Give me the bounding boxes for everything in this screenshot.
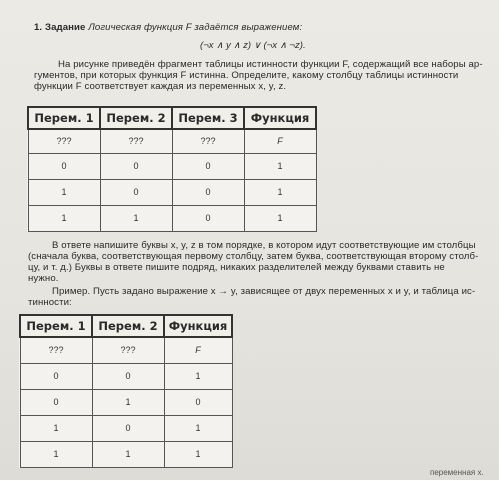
table-cell: 0 — [172, 205, 244, 231]
para1-line-2: гументов, при которых функция F истинна. Определите, какому столбцу таблицы истинности — [34, 70, 459, 81]
table1-header-var1: Перем. 1 — [28, 107, 100, 129]
table-cell: ??? — [172, 129, 244, 153]
table-cell: F — [244, 129, 316, 153]
table-cell: 1 — [92, 441, 164, 467]
table2-header-var2: Перем. 2 — [92, 315, 164, 337]
table-cell: 1 — [92, 389, 164, 415]
para3-line-2: тинности: — [28, 297, 72, 308]
table-row — [20, 415, 232, 441]
para1-line-3: функции F соответствует каждая из переменных x, y, z. — [34, 81, 287, 92]
task-number: 1. Задание — [34, 22, 86, 33]
table-row — [28, 153, 316, 179]
table-cell: 0 — [100, 153, 172, 179]
table-cell: 1 — [20, 415, 92, 441]
table-cell: 1 — [100, 205, 172, 231]
table-cell: 0 — [172, 179, 244, 205]
table-cell: 0 — [100, 179, 172, 205]
table-cell: 0 — [20, 363, 92, 389]
table-cell: 0 — [164, 389, 232, 415]
formula: (¬x ∧ y ∧ z) ∨ (¬x ∧ ¬z). — [200, 40, 306, 51]
table-row — [28, 179, 316, 205]
table2-header-function: Функция — [164, 315, 232, 337]
table-row — [20, 337, 232, 363]
para1-line-1: На рисунке приведён фрагмент таблицы истинности функции F, содержащий все наборы ар- — [58, 59, 483, 70]
table-cell: 0 — [172, 153, 244, 179]
table-row — [20, 363, 232, 389]
table-cell: 1 — [164, 441, 232, 467]
table-cell: 0 — [20, 389, 92, 415]
table-row — [20, 389, 232, 415]
table-cell: 1 — [28, 205, 100, 231]
table1-header-var2: Перем. 2 — [100, 107, 172, 129]
table-cell: 1 — [244, 179, 316, 205]
table1-header-var3: Перем. 3 — [172, 107, 244, 129]
para3-line-1: Пример. Пусть задано выражение x → y, зависящее от двух переменных x и y, и таблица ис- — [52, 286, 476, 297]
table-cell: 1 — [164, 363, 232, 389]
table-cell: F — [164, 337, 232, 363]
table-cell: 1 — [28, 179, 100, 205]
footer-fragment: переменная x. — [430, 468, 484, 477]
table-cell: 1 — [244, 153, 316, 179]
table-cell: 1 — [164, 415, 232, 441]
table2-header-row — [20, 315, 232, 337]
table-row — [28, 129, 316, 153]
table-row — [28, 205, 316, 231]
table-cell: 0 — [28, 153, 100, 179]
table-cell: 0 — [92, 415, 164, 441]
task-title-text: Логическая функция F задаётся выражением: — [88, 22, 303, 33]
task-title — [34, 22, 302, 33]
table-cell: ??? — [20, 337, 92, 363]
para2-line-4: нужно. — [28, 273, 59, 284]
table2-header-var1: Перем. 1 — [20, 315, 92, 337]
table-cell: 1 — [20, 441, 92, 467]
para2-line-2: (сначала буква, соответствующая первому столбцу, затем буква, соответствующая второму столб- — [28, 251, 479, 262]
table-row — [20, 441, 232, 467]
table1-header-function: Функция — [244, 107, 316, 129]
table1-header-row — [28, 107, 316, 129]
truth-table-1 — [27, 106, 317, 232]
table-cell: ??? — [92, 337, 164, 363]
table-cell: 1 — [244, 205, 316, 231]
table-cell: ??? — [100, 129, 172, 153]
para2-line-3: цу, и т. д.) Буквы в ответе пишите подряд, никаких разделителей между буквами ставить не — [28, 262, 445, 273]
table-cell: ??? — [28, 129, 100, 153]
truth-table-2 — [19, 314, 233, 468]
table-cell: 0 — [92, 363, 164, 389]
para2-line-1: В ответе напишите буквы x, y, z в том порядке, в котором идут соответствующие им столбцы — [52, 240, 476, 251]
